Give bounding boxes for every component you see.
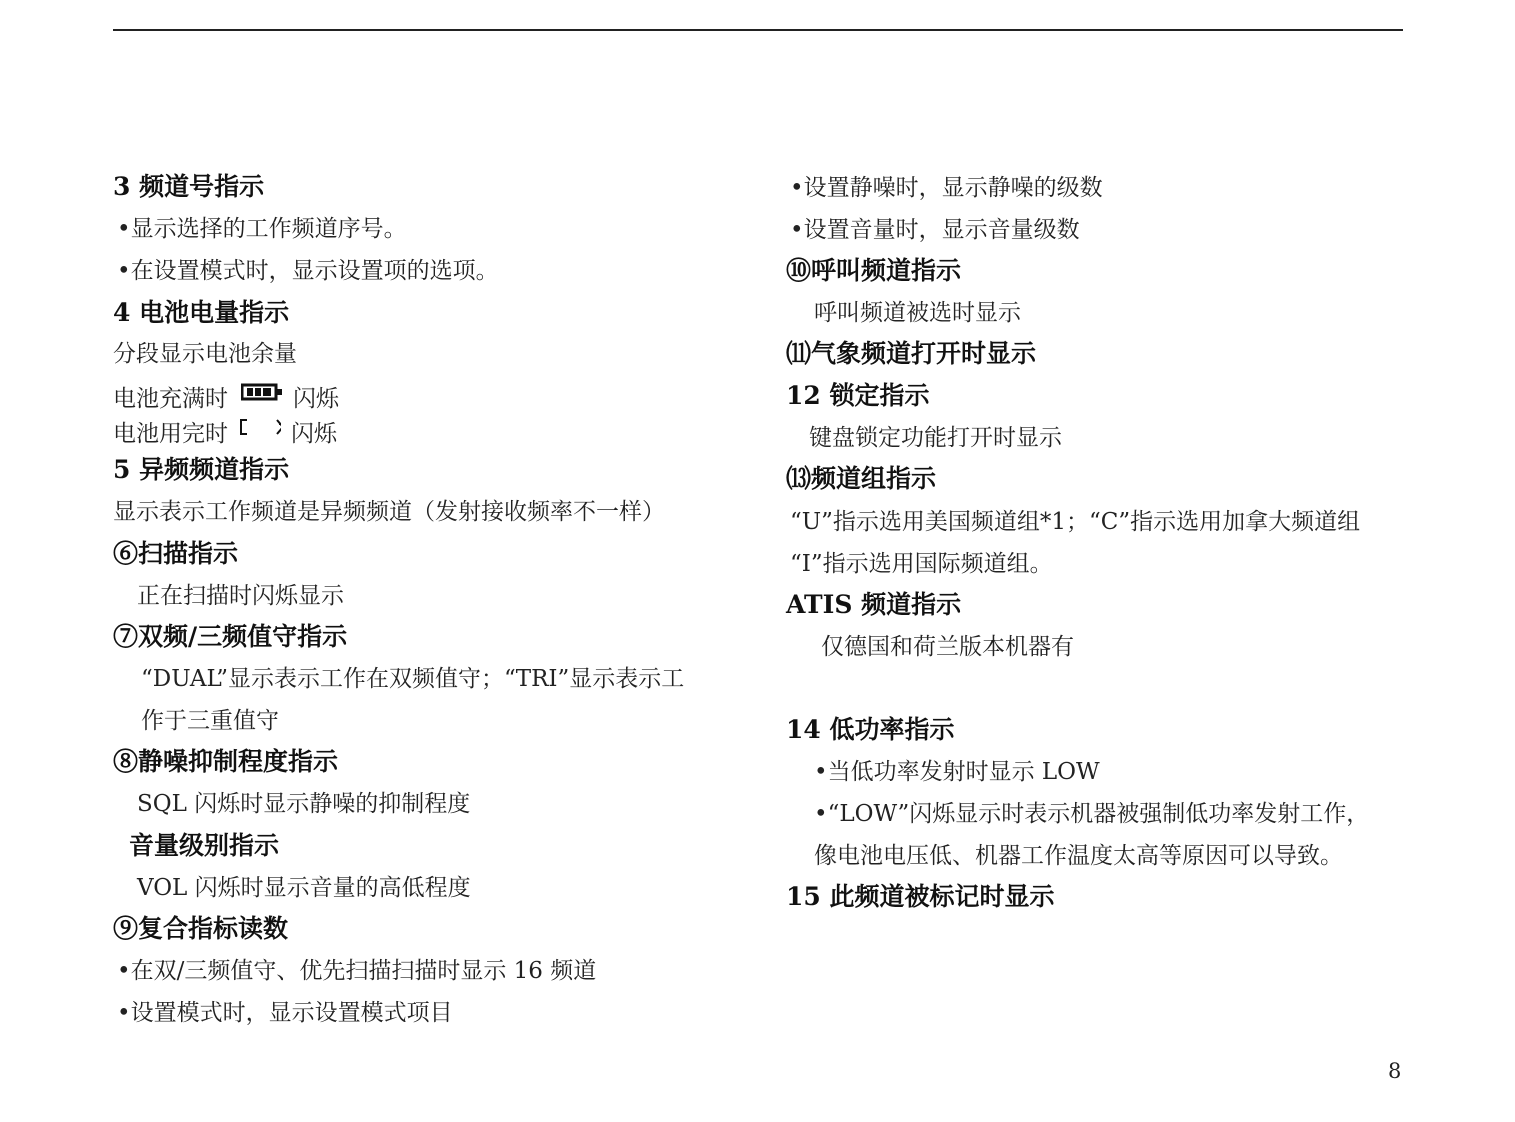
heading-channel-marked: 15 此频道被标记时显示 xyxy=(786,882,1055,911)
battery-empty-icon xyxy=(239,418,281,436)
battery-full-line xyxy=(113,384,228,414)
paragraph: 显示表示工作频道是异频频道（发射接收频率不一样） xyxy=(113,499,665,525)
page-number: 8 xyxy=(1388,1059,1402,1083)
battery-full-icon xyxy=(241,383,283,401)
paragraph: VOL 闪烁时显示音量的高低程度 xyxy=(137,875,471,901)
heading-dual-tri-watch: ⑦双频/三频值守指示 xyxy=(113,622,348,651)
list-item: •设置静噪时，显示静噪的级数 xyxy=(790,175,1103,201)
battery-empty-suffix: 闪烁 xyxy=(291,421,337,447)
heading-lock: 12 锁定指示 xyxy=(786,381,930,410)
list-item: •设置模式时，显示设置模式项目 xyxy=(117,1000,453,1026)
paragraph: “U”指示选用美国频道组*1；“C”指示选用加拿大频道组 xyxy=(790,509,1361,535)
list-item: •显示选择的工作频道序号。 xyxy=(117,216,407,242)
header-rule xyxy=(113,29,1403,31)
battery-full-label: 电池充满时 xyxy=(113,386,228,412)
list-item: •设置音量时，显示音量级数 xyxy=(790,217,1080,243)
list-item: •当低功率发射时显示 LOW xyxy=(814,759,1100,785)
heading-squelch: ⑧静噪抑制程度指示 xyxy=(113,747,339,776)
heading-channel-group: ⒀频道组指示 xyxy=(786,464,937,493)
heading-scan: ⑥扫描指示 xyxy=(113,539,239,568)
paragraph: 像电池电压低、机器工作温度太高等原因可以导致。 xyxy=(814,843,1343,869)
paragraph: 作于三重值守 xyxy=(141,708,279,734)
heading-volume: 音量级别指示 xyxy=(129,831,280,860)
paragraph: “DUAL”显示表示工作在双频值守；“TRI”显示表示工 xyxy=(141,666,685,692)
paragraph: 呼叫频道被选时显示 xyxy=(814,300,1021,326)
battery-empty-line xyxy=(113,419,228,449)
paragraph: “I”指示选用国际频道组。 xyxy=(790,551,1053,577)
heading-weather-channel: ⑾气象频道打开时显示 xyxy=(786,339,1037,368)
list-item: •在双/三频值守、优先扫描扫描时显示 16 频道 xyxy=(117,958,597,984)
heading-battery: 4 电池电量指示 xyxy=(113,298,290,327)
list-item: •在设置模式时，显示设置项的选项。 xyxy=(117,258,499,284)
heading-low-power: 14 低功率指示 xyxy=(786,715,955,744)
list-item: •“LOW”闪烁显示时表示机器被强制低功率发射工作， xyxy=(814,801,1370,827)
paragraph: 仅德国和荷兰版本机器有 xyxy=(821,634,1074,660)
battery-empty-label: 电池用完时 xyxy=(113,421,228,447)
paragraph: 键盘锁定功能打开时显示 xyxy=(809,425,1062,451)
paragraph: 分段显示电池余量 xyxy=(113,341,297,367)
heading-channel-number: 3 频道号指示 xyxy=(113,172,265,201)
paragraph: SQL 闪烁时显示静噪的抑制程度 xyxy=(137,791,471,817)
heading-call-channel: ⑩呼叫频道指示 xyxy=(786,256,962,285)
paragraph: 正在扫描时闪烁显示 xyxy=(137,583,344,609)
heading-duplex: 5 异频频道指示 xyxy=(113,455,290,484)
battery-full-suffix: 闪烁 xyxy=(293,386,339,412)
heading-atis: ATIS 频道指示 xyxy=(786,590,962,619)
heading-composite-readout: ⑨复合指标读数 xyxy=(113,914,289,943)
